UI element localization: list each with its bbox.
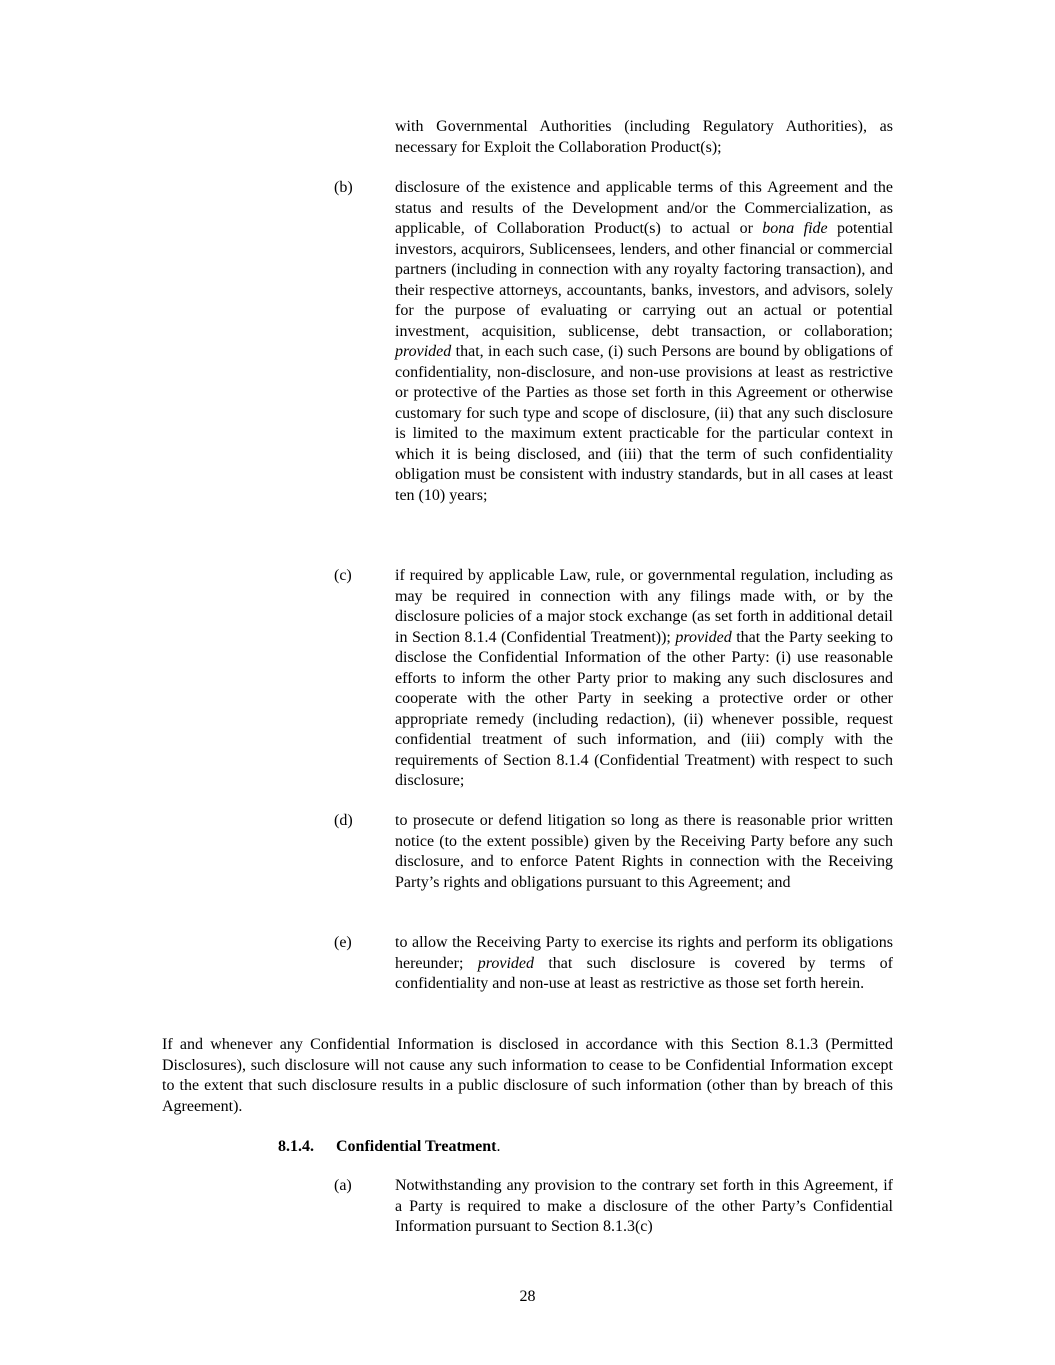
- body-paragraph: If and whenever any Confidential Information is disclosed in accordance with this Section 8.1.3 (Permitted Disclosures), such disclosure will not cause any such information to cease to be Confidential Information except to the extent that such disclosure results in a public disclosure of such information (other than by breach of this Agreement).: [162, 1036, 893, 1115]
- clause-body: to prosecute or defend litigation so long as there is reasonable prior written notice (to the extent possible) given by the Receiving Party before any such disclosure, and to enforce Patent Rights in connection with the Receiving Party’s rights and obligations pursuant to this Agreement; and: [395, 812, 893, 891]
- clause-label: (d): [334, 812, 353, 829]
- section-number: 8.1.4.: [278, 1138, 314, 1155]
- clause-e: [334, 933, 893, 995]
- page-number: 28: [519, 1288, 536, 1305]
- clause-body: if required by applicable Law, rule, or governmental regulation, including as may be required in connection with any filings made with, or by the disclosure policies of a major stock exchange (as set forth in additional detail in Section 8.1.4 (Confidential Treatment)); provided that the Party seeking to disclose the Confidential Information of the other Party: (i) use reasonable efforts to inform the other Party prior to making any such disclosures and cooperate with the other Party in seeking a protective order or other appropriate remedy (including redaction), (ii) whenever possible, request confidential treatment of such information, and (iii) comply with the requirements of Section 8.1.4 (Confidential Treatment) with respect to such disclosure;: [395, 567, 893, 789]
- clause-body: disclosure of the existence and applicable terms of this Agreement and the status and results of the Development and/or the Commercialization, as applicable, of Collaboration Product(s) to actual or bona fide potential investors, acquirors, Sublicensees, lenders, and other financial or commercial partners (including in connection with any royalty factoring transaction), and their respective attorneys, accountants, banks, investors, and advisors, solely for the purpose of evaluating or carrying out an actual or potential investment, acquisition, sublicense, debt transaction, or collaboration; provided that, in each such case, (i) such Persons are bound by obligations of confidentiality, non-disclosure, and non-use provisions at least as restrictive or protective of the Parties as those set forth in this Agreement or otherwise customary for such type and scope of disclosure, (ii) that any such disclosure is limited to the maximum extent practicable for the particular context in which it is being disclosed, and (iii) that the term of such confidentiality obligation must be consistent with industry standards, but in all cases at least ten (10) years;: [395, 179, 894, 504]
- clause-c: [334, 566, 893, 792]
- clause-label: (c): [334, 567, 352, 584]
- clause-label: (e): [334, 934, 352, 951]
- section-heading: 8.1.4. Confidential Treatment.: [278, 1137, 893, 1158]
- section-title: Confidential Treatment: [336, 1138, 497, 1155]
- clause-label: (b): [334, 179, 353, 196]
- clause-a: [334, 1176, 893, 1238]
- clause-label: (a): [334, 1177, 352, 1194]
- clause-d: [334, 811, 893, 893]
- continuation-text: with Governmental Authorities (including Regulatory Authorities), as necessary for Exploit the Collaboration Product(s);: [395, 118, 893, 156]
- clause-body: to allow the Receiving Party to exercise its rights and perform its obligations hereunder; provided that such disclosure is covered by terms of confidentiality and non-use at least as restrictive as those set forth herein.: [395, 934, 894, 992]
- clause-b: [334, 178, 893, 506]
- clause-body: Notwithstanding any provision to the contrary set forth in this Agreement, if a Party is required to make a disclosure of the other Party’s Confidential Information pursuant to Section 8.1.3(c): [395, 1177, 893, 1235]
